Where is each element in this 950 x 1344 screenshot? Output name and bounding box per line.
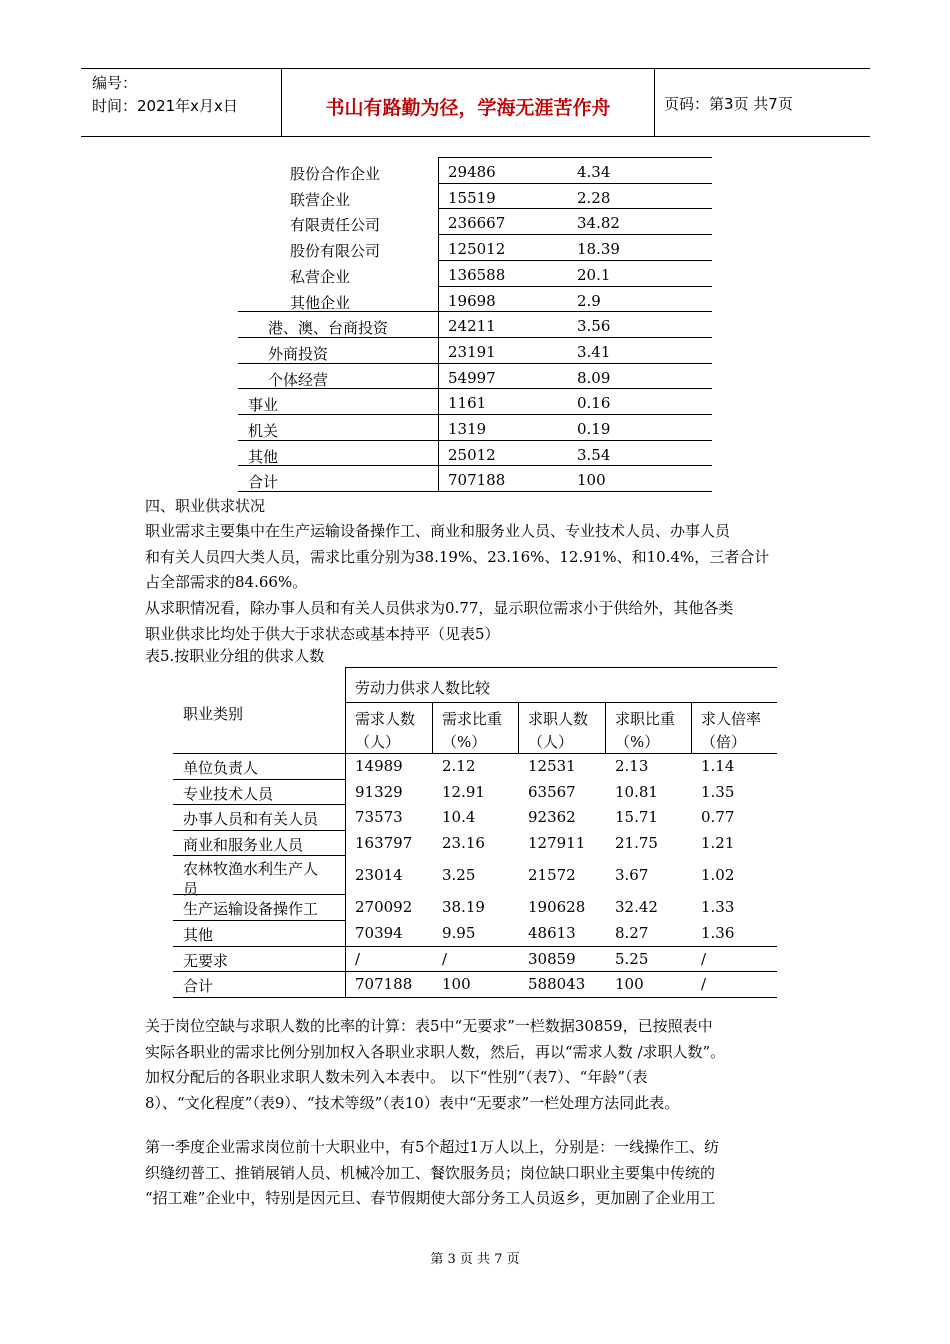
- value-cell: 14989: [355, 757, 403, 775]
- table-row: [238, 157, 712, 183]
- count-cell: 54997: [448, 368, 496, 387]
- row-label: 商业和服务业人员: [183, 835, 304, 854]
- table-rule: [173, 971, 777, 972]
- value-cell: 270092: [355, 898, 413, 916]
- row-label: 合计: [248, 473, 279, 492]
- percent-cell: 18.39: [577, 240, 620, 259]
- count-cell: 236667: [448, 214, 506, 233]
- value-cell: 48613: [528, 924, 576, 942]
- header-divider: [654, 68, 655, 136]
- table-rule: [173, 997, 777, 998]
- row-label: 外商投资: [268, 344, 329, 363]
- value-cell: 163797: [355, 833, 413, 852]
- text-line: 实际各职业的需求比例分别加权入各职业求职人数，然后，再以“需求人数 /求职人数”。: [145, 1042, 726, 1061]
- text-line: 从求职情况看，除办事人员和有关人员供求为0.77，显示职位需求小于供给外，其他各类: [145, 599, 734, 617]
- text-line: 职业供求比均处于供大于求状态或基本持平（见表5）: [145, 624, 500, 643]
- count-cell: 23191: [448, 342, 496, 361]
- text-line: 织缝纫普工、推销展销人员、机械冷加工、餐饮服务员；岗位缺口职业主要集中传统的: [145, 1163, 716, 1182]
- value-cell: 1.21: [701, 833, 735, 852]
- percent-cell: 3.41: [577, 342, 611, 361]
- row-label: 单位负责人: [183, 759, 259, 777]
- percent-cell: 8.09: [577, 368, 611, 387]
- count-cell: 19698: [448, 291, 496, 310]
- table-column-divider: [518, 702, 519, 753]
- value-cell: 127911: [528, 833, 586, 852]
- row-label: 联营企业: [290, 190, 351, 209]
- value-cell: 8.27: [615, 924, 649, 942]
- column-header-unit: （人）: [355, 733, 401, 751]
- page-footer: 第 3 页 共 7 页: [430, 1252, 520, 1267]
- value-cell: 3.67: [615, 865, 649, 884]
- table-row: [238, 286, 712, 312]
- value-cell: 38.19: [442, 898, 485, 916]
- value-cell: /: [701, 975, 707, 993]
- percent-cell: 3.54: [577, 445, 611, 464]
- value-cell: 12531: [528, 757, 576, 775]
- column-header-unit: （倍）: [701, 733, 747, 751]
- value-cell: 23.16: [442, 833, 485, 852]
- count-cell: 25012: [448, 445, 496, 464]
- paragraph-supply: [145, 596, 825, 647]
- value-cell: 91329: [355, 782, 403, 801]
- section-title: 四、职业供求状况: [145, 497, 266, 515]
- count-cell: 24211: [448, 317, 496, 336]
- percent-cell: 0.16: [577, 394, 611, 413]
- table-row: [238, 208, 712, 234]
- column-header: 需求比重: [442, 710, 503, 728]
- value-cell: /: [442, 949, 448, 968]
- row-label: 农林牧渔水利生产人: [183, 860, 319, 878]
- table-row: [238, 311, 712, 337]
- group-header: 劳动力供求人数比较: [355, 679, 491, 697]
- table-rule: [173, 779, 345, 780]
- header-motto: 书山有路勤为径，学海无涯苦作舟: [325, 97, 611, 119]
- table-rule: [173, 946, 777, 947]
- value-cell: 21572: [528, 865, 576, 884]
- header-page-number: 页码：第3页 共7页: [664, 95, 793, 113]
- row-label: 股份有限公司: [290, 242, 381, 261]
- text-line: 和有关人员四大类人员，需求比重分别为38.19%、23.16%、12.91%、和10.4%，三者合计: [145, 547, 770, 566]
- header-time: 时间：2021年x月x日: [92, 97, 238, 115]
- table-column-divider: [345, 667, 346, 997]
- value-cell: 23014: [355, 865, 403, 884]
- table-row: [238, 337, 712, 363]
- header-top-rule: [81, 68, 870, 69]
- text-line: 职业需求主要集中在生产运输设备操作工、商业和服务业人员、专业技术人员、办事人员: [145, 522, 731, 540]
- table-row: [238, 234, 712, 260]
- header-left-block: [92, 72, 238, 118]
- value-cell: 15.71: [615, 808, 658, 826]
- column-header: 需求人数: [355, 710, 416, 728]
- row-label: 办事人员和有关人员: [183, 810, 319, 828]
- text-line: 关于岗位空缺与求职人数的比率的计算：表5中“无要求”一栏数据30859，已按照表中: [145, 1017, 713, 1035]
- value-cell: 1.33: [701, 898, 735, 916]
- column-header-unit: （%）: [442, 733, 487, 751]
- value-cell: 1.35: [701, 782, 735, 801]
- table-column-divider: [605, 702, 606, 753]
- value-cell: 12.91: [442, 782, 485, 801]
- count-cell: 136588: [448, 265, 506, 284]
- column-header-unit: （%）: [615, 733, 660, 751]
- column-header: 求人倍率: [701, 710, 762, 728]
- occupation-supply-demand-table: [173, 667, 777, 1011]
- text-line: “招工难”企业中，特别是因元旦、春节假期使大部分务工人员返乡，更加剧了企业用工: [145, 1189, 716, 1208]
- row-label: 员: [183, 880, 199, 898]
- table-row: [238, 414, 712, 440]
- column-header: 求职比重: [615, 710, 676, 728]
- row-label: 私营企业: [290, 267, 351, 286]
- header-bottom-rule: [81, 136, 870, 137]
- value-cell: 0.77: [701, 808, 735, 826]
- text-line: 第一季度企业需求岗位前十大职业中，有5个超过1万人以上，分别是：一线操作工、纺: [145, 1138, 720, 1156]
- table-rule: [173, 920, 345, 921]
- value-cell: 707188: [355, 975, 413, 993]
- value-cell: 2.13: [615, 757, 649, 775]
- row-label: 合计: [183, 977, 214, 995]
- value-cell: 32.42: [615, 898, 658, 916]
- value-cell: 92362: [528, 808, 576, 826]
- table-rule: [345, 667, 777, 668]
- header-divider: [281, 68, 282, 136]
- row-label: 其他企业: [290, 293, 351, 312]
- column-header-unit: （人）: [528, 733, 574, 751]
- table-row: [238, 465, 712, 491]
- table-row: [238, 363, 712, 389]
- row-label: 港、澳、台商投资: [268, 319, 389, 338]
- count-cell: 1161: [448, 394, 487, 413]
- column-header-category: 职业类别: [183, 705, 244, 723]
- value-cell: 5.25: [615, 949, 649, 968]
- value-cell: 3.25: [442, 865, 476, 884]
- value-cell: /: [701, 949, 707, 968]
- paragraph-note: [145, 1014, 825, 1116]
- row-label: 事业: [248, 396, 279, 415]
- value-cell: 100: [442, 975, 471, 993]
- paragraph-top-jobs: [145, 1135, 825, 1212]
- table-row: [238, 440, 712, 466]
- table-row: [238, 388, 712, 414]
- count-cell: 15519: [448, 188, 496, 207]
- value-cell: 100: [615, 975, 644, 993]
- value-cell: 10.81: [615, 782, 658, 801]
- percent-cell: 0.19: [577, 420, 611, 438]
- row-label: 其他: [183, 926, 214, 944]
- row-label: 专业技术人员: [183, 784, 274, 803]
- count-cell: 125012: [448, 240, 506, 259]
- table-column-divider: [432, 702, 433, 753]
- value-cell: 1.36: [701, 924, 735, 942]
- row-label: 个体经营: [268, 370, 329, 389]
- table-column-divider: [691, 702, 692, 753]
- count-cell: 707188: [448, 471, 506, 490]
- value-cell: 30859: [528, 949, 576, 968]
- value-cell: /: [355, 949, 361, 968]
- value-cell: 9.95: [442, 924, 476, 942]
- row-label: 无要求: [183, 951, 229, 970]
- table-rule: [173, 855, 345, 856]
- table-rule: [173, 830, 345, 831]
- paragraph-demand: [145, 519, 825, 596]
- value-cell: 2.12: [442, 757, 476, 775]
- table-row: [238, 183, 712, 209]
- count-cell: 29486: [448, 163, 496, 181]
- row-label: 股份合作企业: [290, 165, 381, 183]
- text-line: 加权分配后的各职业求职人数未列入本表中。 以下“性别”（表7）、“年龄”（表: [145, 1068, 648, 1087]
- text-line: 占全部需求的84.66%。: [145, 573, 308, 592]
- row-label: 有限责任公司: [290, 216, 381, 235]
- row-label: 机关: [248, 422, 279, 440]
- text-line: 8）、“文化程度”（表9）、“技术等级”（表10）表中“无要求”一栏处理方法同此表。: [145, 1093, 680, 1112]
- percent-cell: 2.9: [577, 291, 601, 310]
- row-label: 其他: [248, 447, 279, 466]
- value-cell: 1.14: [701, 757, 735, 775]
- count-cell: 1319: [448, 420, 487, 438]
- table-caption: 表5.按职业分组的供求人数: [145, 647, 325, 665]
- value-cell: 1.02: [701, 865, 735, 884]
- table-rule: [173, 753, 777, 754]
- value-cell: 190628: [528, 898, 586, 916]
- column-header: 求职人数: [528, 710, 589, 728]
- table-rule: [173, 804, 345, 805]
- value-cell: 70394: [355, 924, 403, 942]
- header-number: 编号：: [92, 74, 138, 92]
- table-row: [238, 260, 712, 286]
- percent-cell: 4.34: [577, 163, 611, 181]
- percent-cell: 20.1: [577, 265, 611, 284]
- value-cell: 588043: [528, 975, 586, 993]
- value-cell: 63567: [528, 782, 576, 801]
- value-cell: 73573: [355, 808, 403, 826]
- table-rule: [238, 491, 712, 492]
- row-label: 生产运输设备操作工: [183, 900, 319, 918]
- percent-cell: 34.82: [577, 214, 620, 233]
- table-rule: [345, 702, 777, 703]
- value-cell: 10.4: [442, 808, 476, 826]
- table-rule: [173, 894, 345, 895]
- percent-cell: 100: [577, 471, 606, 490]
- percent-cell: 2.28: [577, 188, 611, 207]
- percent-cell: 3.56: [577, 317, 611, 336]
- value-cell: 21.75: [615, 833, 658, 852]
